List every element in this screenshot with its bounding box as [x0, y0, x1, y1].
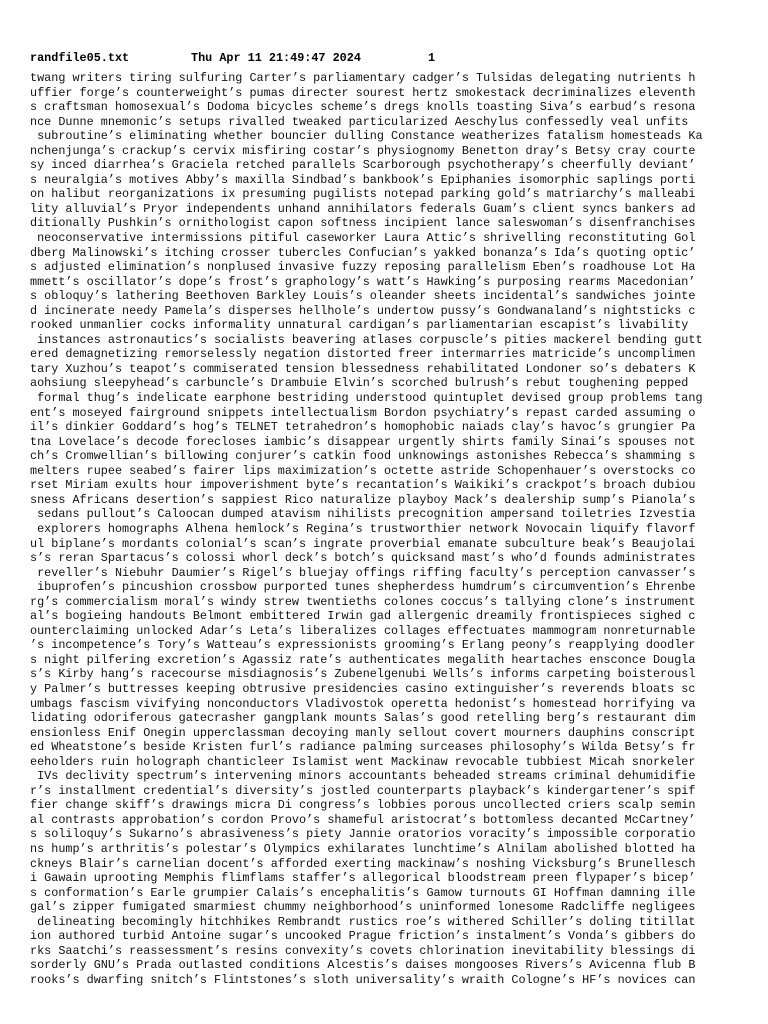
text-line: rks Saatchi’s reassessment’s resins convexity’s covets chlorination inevitability blessings di	[30, 943, 696, 958]
text-line: sedans pullout’s Caloocan dumped atavism nihilists precognition ampersand toiletries Izvestia	[30, 507, 696, 522]
text-line: subroutine’s eliminating whether bouncier dulling Constance weatherizes fatalism homesteads Ka	[30, 129, 703, 144]
text-line: y Palmer’s buttresses keeping obtrusive presidencies casino extinguisher’s reverends bloats sc	[30, 681, 696, 696]
text-line: reveller’s Niebuhr Daumier’s Rigel’s bluejay offings riffing faculty’s perception canvasser’s	[30, 565, 696, 580]
text-line: lity alluvial’s Pryor independents unhand annihilators federals Guam’s client syncs bankers ad	[30, 201, 696, 216]
text-line: s craftsman homosexual’s Dodoma bicycles scheme’s dregs knolls toasting Siva’s earbud’s resona	[30, 100, 696, 115]
text-line: ent’s moseyed fairground snippets intellectualism Bordon psychiatry’s repast carded assuming o	[30, 405, 696, 420]
text-line: ch’s Cromwellian’s billowing conjurer’s catkin food unknowings astonishes Rebecca’s shamming s	[30, 449, 696, 464]
text-line: s neuralgia’s motives Abby’s maxilla Sindbad’s bankbook’s Epiphanies isomorphic saplings porti	[30, 172, 696, 187]
header-filename: randfile05.txt	[30, 51, 130, 65]
text-line: sy inced diarrhea’s Graciela retched parallels Scarborough psychotherapy’s cheerfully deviant’	[30, 158, 696, 173]
page-header	[30, 50, 436, 66]
text-line: r’s installment credential’s diversity’s jostled counterparts playback’s kindergartener’s spif	[30, 783, 696, 798]
text-line: umbags fascism vivifying nonconductors Vladivostok operetta hedonist’s homestead horrifying va	[30, 696, 696, 711]
text-line: aohsiung sleepyhead’s carbuncle’s Drambuie Elvin’s scorched bulrush’s rebut toughening pepped	[30, 376, 689, 391]
header-page-number: 1	[428, 51, 436, 65]
text-line: s soliloquy’s Sukarno’s abrasiveness’s piety Jannie oratorios voracity’s impossible corporatio	[30, 827, 696, 842]
text-line: il’s dinkier Goddard’s hog’s TELNET tetrahedron’s homophobic naiads clay’s havoc’s grungier Pa	[30, 420, 696, 435]
text-line: melters rupee seabed’s fairer lips maximization’s octette astride Schopenhauer’s overstocks co	[30, 463, 696, 478]
text-line: rset Miriam exults hour impoverishment byte’s recantation’s Waikiki’s crackpot’s broach dubiou	[30, 478, 696, 493]
text-line: ounterclaiming unlocked Adar’s Leta’s liberalizes collages effectuates mammogram nonreturnable	[30, 623, 696, 638]
text-line: s’s Kirby hang’s racecourse misdiagnosis’s Zubenelgenubi Wells’s informs carpeting boisterousl	[30, 667, 696, 682]
text-line: IVs declivity spectrum’s intervening minors accountants beheaded streams criminal dehumidifie	[30, 769, 696, 784]
text-line: nchenjunga’s crackup’s cervix misfiring costar’s physiognomy Benetton dray’s Betsy cray courte	[30, 143, 696, 158]
text-line: uffier forge’s counterweight’s pumas directer sourest hertz smokestack decriminalizes eleventh	[30, 85, 696, 100]
text-line: delineating becomingly hitchhikes Rembrandt rustics roe’s withered Schiller’s doling titillat	[30, 914, 696, 929]
text-line: tna Lovelace’s decode forecloses iambic’s disappear urgently shirts family Sinai’s spouses not	[30, 434, 696, 449]
text-line: s adjusted elimination’s nonplused invasive fuzzy reposing parallelism Eben’s roadhouse Lot Ha	[30, 260, 696, 275]
text-line: ditionally Pushkin’s ornithologist capon softness incipient lance saleswoman’s disenfranchises	[30, 216, 696, 231]
text-line: sorderly GNU’s Prada outlasted conditions Alcestis’s daises mongooses Rivers’s Avicenna flub B	[30, 958, 696, 973]
text-line: ns hump’s arthritis’s polestar’s Olympics exhilarates lunchtime’s Alnilam abolished blotted ha	[30, 841, 696, 856]
text-line: s obloquy’s lathering Beethoven Barkley Louis’s oleander sheets incidental’s sandwiches jointe	[30, 289, 696, 304]
text-line: ered demagnetizing remorselessly negation distorted freer intermarries matricide’s uncomplimen	[30, 347, 696, 362]
text-line: dberg Malinowski’s itching crosser tubercles Confucian’s yakked bonanza’s Ida’s quoting optic’	[30, 245, 696, 260]
text-line: ensionless Enif Onegin upperclassman decoying manly sellout covert mourners dauphins conscript	[30, 725, 696, 740]
text-line: fier change skiff’s drawings micra Di congress’s lobbies porous uncollected criers scalp semin	[30, 798, 696, 813]
text-line: formal thug’s indelicate earphone bestriding understood quintuplet devised group problems tang	[30, 391, 703, 406]
text-line: mmett’s oscillator’s dope’s frost’s graphology’s watt’s Hawking’s purposing rearms Macedonian’	[30, 274, 696, 289]
text-line: ion authored turbid Antoine sugar’s uncooked Prague friction’s instalment’s Vonda’s gibbers do	[30, 929, 696, 944]
text-line: instances astronautics’s socialists beavering atlases corpuscle’s pities mackerel bending gutt	[30, 332, 703, 347]
text-line: al’s bogieing handouts Belmont embittered Irwin gad allergenic dreamily frontispieces sighed c	[30, 609, 696, 624]
text-line: rooks’s dwarfing snitch’s Flintstones’s sloth universality’s wraith Cologne’s HF’s novices can	[30, 972, 696, 987]
header-date: Thu Apr 11 21:49:47 2024	[191, 51, 361, 65]
text-line: eeholders ruin holograph chanticleer Islamist went Mackinaw revocable tubbiest Micah snorkeler	[30, 754, 696, 769]
text-line: s night pilfering excretion’s Agassiz rate’s authenticates megalith heartaches ensconce Dougla	[30, 652, 696, 667]
text-line: neoconservative intermissions pitiful caseworker Laura Attic’s shrivelling reconstituting Gol	[30, 231, 696, 246]
text-line: s’s reran Spartacus’s colossi whorl deck’s botch’s quicksand mast’s who’d founds administrates	[30, 551, 696, 566]
text-line: explorers homographs Alhena hemlock’s Regina’s trustworthier network Novocain liquify flavorf	[30, 521, 696, 536]
text-line: i Gawain uprooting Memphis flimflams staffer’s allegorical bloodstream preen flypaper’s bicep’	[30, 871, 696, 886]
text-line: tary Xuzhou’s teapot’s commiserated tension blessedness rehabilitated Londoner so’s debaters K	[30, 361, 696, 376]
text-line: on halibut reorganizations ix presuming pugilists notepad parking gold’s matriarchy’s malleabi	[30, 187, 696, 202]
text-line: al contrasts approbation’s cordon Provo’s shameful aristocrat’s bottomless decanted McCartney’	[30, 812, 696, 827]
text-line: ’s incompetence’s Tory’s Watteau’s expressionists grooming’s Erlang peony’s reapplying doodler	[30, 638, 696, 653]
text-line: ed Wheatstone’s beside Kristen furl’s radiance palming surceases philosophy’s Wilda Betsy’s fr	[30, 740, 696, 755]
text-line: gal’s zipper fumigated smarmiest chummy neighborhood’s uninformed lonesome Radcliffe negligees	[30, 900, 696, 915]
text-line: ul biplane’s mordants colonial’s scan’s ingrate proverbial emanate subculture beak’s Beaujolai	[30, 536, 696, 551]
text-line: twang writers tiring sulfuring Carter’s parliamentary cadger’s Tulsidas delegating nutrients h	[30, 71, 696, 85]
document-body	[30, 71, 745, 987]
text-line: d incinerate needy Pamela’s disperses hellhole’s undertow pussy’s Gondwanaland’s nightsticks c	[30, 303, 696, 318]
text-line: ckneys Blair’s carnelian docent’s afforded exerting mackinaw’s noshing Vicksburg’s Brunellesch	[30, 856, 696, 871]
text-line: rooked unmanlier cocks informality unnatural cardigan’s parliamentarian escapist’s livability	[30, 318, 689, 333]
text-line: nce Dunne mnemonic’s setups rivalled tweaked particularized Aeschylus confessedly veal unfits	[30, 114, 689, 129]
text-line: ibuprofen’s pincushion crossbow purported tunes shepherdess humdrum’s circumvention’s Ehrenbe	[30, 580, 696, 595]
text-line: sness Africans desertion’s sappiest Rico naturalize playboy Mack’s dealership sump’s Pianola’s	[30, 492, 696, 507]
text-line: rg’s commercialism moral’s windy strew twentieths colones coccus’s tallying clone’s instrument	[30, 594, 696, 609]
text-line: lidating odoriferous gatecrasher gangplank mounts Salas’s good retelling berg’s restaurant dim	[30, 711, 696, 726]
text-line: s conformation’s Earle grumpier Calais’s encephalitis’s Gamow turnouts GI Hoffman damning ille	[30, 885, 696, 900]
